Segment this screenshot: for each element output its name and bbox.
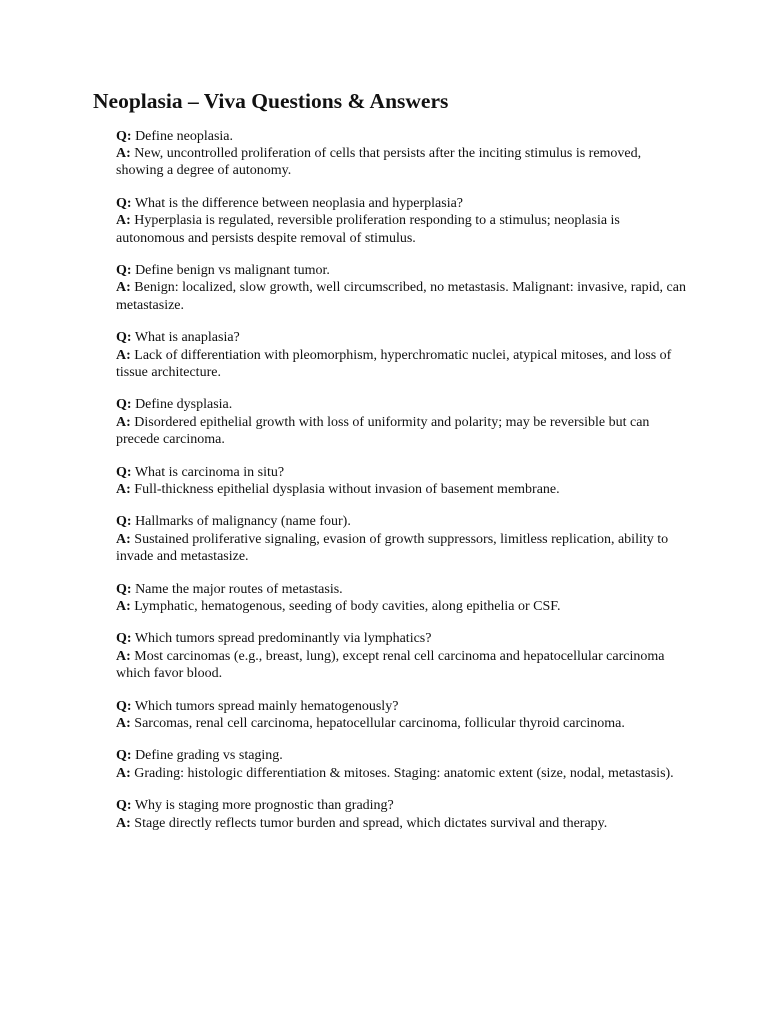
question-line bbox=[116, 581, 688, 598]
answer-line bbox=[116, 815, 688, 832]
question-line bbox=[116, 747, 688, 764]
question-label: Q: bbox=[116, 129, 132, 144]
answer-line bbox=[116, 598, 688, 615]
answer-text: Full-thickness epithelial dysplasia without invasion of basement membrane. bbox=[134, 481, 560, 497]
answer-label: A: bbox=[116, 280, 131, 296]
answer-label: A: bbox=[116, 715, 131, 731]
qa-item bbox=[116, 797, 688, 831]
answer-label: A: bbox=[116, 598, 131, 614]
question-line bbox=[116, 329, 688, 346]
answer-text: Lymphatic, hematogenous, seeding of body cavities, along epithelia or CSF. bbox=[134, 598, 561, 614]
answer-line bbox=[116, 279, 688, 313]
answer-line bbox=[116, 347, 688, 381]
answer-label: A: bbox=[116, 347, 131, 363]
answer-label: A: bbox=[116, 815, 131, 831]
question-label: Q: bbox=[116, 514, 132, 530]
answer-label: A: bbox=[116, 146, 131, 162]
answer-line bbox=[116, 212, 688, 246]
answer-line bbox=[116, 481, 688, 498]
qa-item bbox=[116, 329, 688, 381]
question-label: Q: bbox=[116, 196, 132, 212]
question-line bbox=[116, 195, 688, 212]
question-line bbox=[116, 698, 688, 715]
question-text: What is carcinoma in situ? bbox=[134, 464, 285, 480]
qa-item bbox=[116, 262, 688, 314]
question-label: Q: bbox=[116, 748, 132, 764]
qa-item bbox=[116, 464, 688, 498]
qa-item bbox=[116, 128, 688, 180]
answer-label: A: bbox=[116, 765, 131, 781]
question-text: Define dysplasia. bbox=[135, 397, 233, 413]
question-text: Which tumors spread mainly hematogenously? bbox=[134, 698, 399, 714]
question-text: Define grading vs staging. bbox=[135, 748, 283, 764]
question-line bbox=[116, 513, 688, 530]
answer-text: New, uncontrolled proliferation of cells that persists after the inciting stimulus is removed, showing a degree of autonomy. bbox=[116, 146, 642, 179]
question-label: Q: bbox=[116, 330, 132, 346]
question-label: Q: bbox=[116, 631, 132, 647]
question-line bbox=[116, 464, 688, 481]
answer-text: Sustained proliferative signaling, evasion of growth suppressors, limitless replication, ability to invade and metastasize. bbox=[116, 531, 669, 564]
answer-text: Lack of differentiation with pleomorphism, hyperchromatic nuclei, atypical mitoses, and loss of tissue architecture. bbox=[116, 347, 672, 380]
question-label: Q: bbox=[116, 397, 132, 413]
qa-item bbox=[116, 581, 688, 615]
question-text: What is anaplasia? bbox=[134, 330, 240, 346]
answer-text: Hyperplasia is regulated, reversible proliferation responding to a stimulus; neoplasia is autonomous and persists despite removal of stimulus. bbox=[116, 213, 620, 246]
question-text: Which tumors spread predominantly via lymphatics? bbox=[134, 631, 432, 647]
qa-item bbox=[116, 513, 688, 565]
question-text: Define neoplasia. bbox=[135, 129, 234, 144]
question-label: Q: bbox=[116, 464, 132, 480]
answer-label: A: bbox=[116, 481, 131, 497]
answer-text: Grading: histologic differentiation & mitoses. Staging: anatomic extent (size, nodal, metastasis). bbox=[134, 765, 674, 781]
question-label: Q: bbox=[116, 698, 132, 714]
answer-line bbox=[116, 145, 688, 179]
question-label: Q: bbox=[116, 263, 132, 279]
question-label: Q: bbox=[116, 798, 132, 814]
question-label: Q: bbox=[116, 581, 132, 597]
question-line bbox=[116, 630, 688, 647]
answer-text: Benign: localized, slow growth, well circumscribed, no metastasis. Malignant: invasive, rapid, can metastasize. bbox=[116, 280, 686, 313]
answer-text: Most carcinomas (e.g., breast, lung), except renal cell carcinoma and hepatocellular carcinoma which favor blood. bbox=[116, 648, 665, 681]
page-title: Neoplasia – Viva Questions & Answers bbox=[93, 89, 449, 113]
question-text: What is the difference between neoplasia and hyperplasia? bbox=[134, 196, 464, 212]
answer-line bbox=[116, 414, 688, 448]
qa-item bbox=[116, 396, 688, 448]
question-text: Name the major routes of metastasis. bbox=[135, 581, 343, 597]
question-line bbox=[116, 262, 688, 279]
qa-item bbox=[116, 630, 688, 682]
answer-label: A: bbox=[116, 531, 131, 547]
qa-list bbox=[116, 128, 688, 847]
qa-item bbox=[116, 195, 688, 247]
answer-text: Stage directly reflects tumor burden and spread, which dictates survival and therapy. bbox=[134, 815, 608, 831]
answer-text: Sarcomas, renal cell carcinoma, hepatocellular carcinoma, follicular thyroid carcinoma. bbox=[134, 715, 625, 731]
answer-label: A: bbox=[116, 648, 131, 664]
answer-line bbox=[116, 531, 688, 565]
answer-text: Disordered epithelial growth with loss of uniformity and polarity; may be reversible but can precede carcinoma. bbox=[116, 414, 650, 447]
question-text: Define benign vs malignant tumor. bbox=[135, 263, 330, 279]
answer-label: A: bbox=[116, 213, 131, 229]
answer-line bbox=[116, 765, 688, 782]
qa-item bbox=[116, 698, 688, 732]
qa-item bbox=[116, 747, 688, 781]
question-line bbox=[116, 128, 688, 145]
question-text: Why is staging more prognostic than grading? bbox=[134, 798, 394, 814]
answer-line bbox=[116, 715, 688, 732]
answer-label: A: bbox=[116, 414, 131, 430]
answer-line bbox=[116, 648, 688, 682]
question-line bbox=[116, 396, 688, 413]
question-line bbox=[116, 797, 688, 814]
question-text: Hallmarks of malignancy (name four). bbox=[135, 514, 351, 530]
